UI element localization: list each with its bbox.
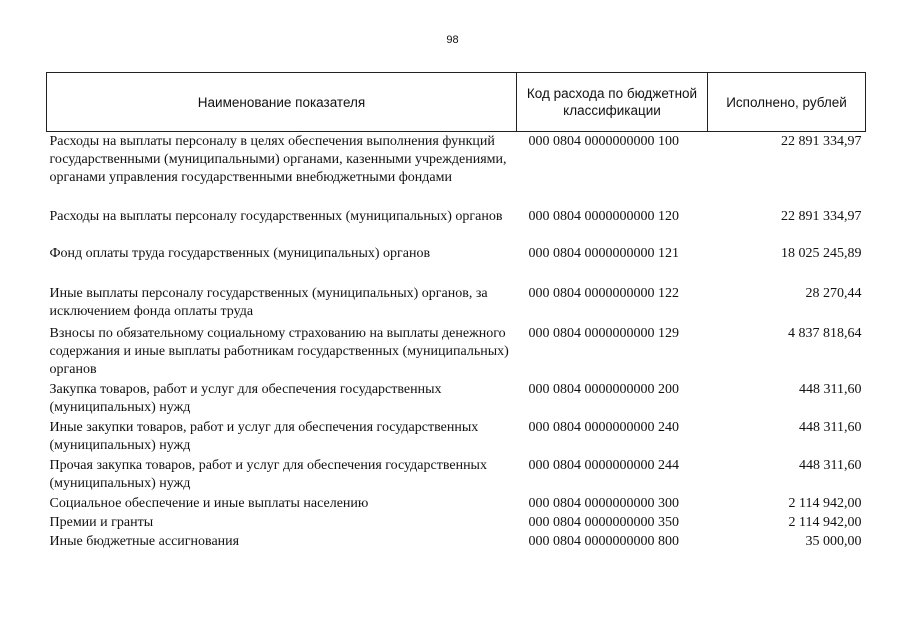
row-amount: 35 000,00 (805, 534, 862, 549)
table-row (47, 533, 866, 552)
row-amount: 4 837 818,64 (788, 326, 862, 341)
row-amount: 2 114 942,00 (788, 496, 862, 511)
page-number: 98 (446, 34, 459, 46)
header-name: Наименование показателя (47, 73, 517, 132)
row-code: 000 0804 0000000000 200 (528, 382, 679, 397)
table-row (47, 245, 866, 282)
expenditure-table (46, 72, 866, 552)
row-code: 000 0804 0000000000 129 (528, 326, 679, 341)
table-row (47, 495, 866, 514)
row-amount: 22 891 334,97 (781, 209, 862, 224)
row-amount: 448 311,60 (799, 458, 862, 473)
row-name: Иные бюджетные ассигнования (49, 534, 240, 549)
table-row (47, 381, 866, 419)
row-amount: 28 270,44 (805, 286, 862, 301)
row-name: Расходы на выплаты персоналу государственных (муниципальных) органов (49, 209, 503, 224)
row-amount: 448 311,60 (799, 382, 862, 397)
row-name: Фонд оплаты труда государственных (муниципальных) органов (49, 246, 431, 261)
table-header-row (47, 73, 866, 132)
row-code: 000 0804 0000000000 121 (528, 246, 679, 261)
table-row (47, 132, 866, 209)
row-code: 000 0804 0000000000 244 (528, 458, 679, 473)
row-code: 000 0804 0000000000 122 (528, 286, 679, 301)
row-name: Закупка товаров, работ и услуг для обеспечения государственных (муниципальных) нужд (49, 382, 442, 415)
row-amount: 448 311,60 (799, 420, 862, 435)
row-code: 000 0804 0000000000 240 (528, 420, 679, 435)
row-amount: 2 114 942,00 (788, 515, 862, 530)
row-code: 000 0804 0000000000 800 (528, 534, 679, 549)
row-code: 000 0804 0000000000 350 (528, 515, 679, 530)
row-name: Социальное обеспечение и иные выплаты населению (49, 496, 369, 511)
row-amount: 18 025 245,89 (781, 246, 862, 261)
row-code: 000 0804 0000000000 100 (528, 134, 679, 149)
table-row (47, 322, 866, 381)
table-row (47, 514, 866, 533)
table-row (47, 282, 866, 322)
header-amount: Исполнено, рублей (708, 73, 866, 132)
row-code: 000 0804 0000000000 300 (528, 496, 679, 511)
table-row (47, 419, 866, 457)
table-row (47, 457, 866, 495)
row-name: Иные выплаты персоналу государственных (муниципальных) органов, за исключением фонда оплаты труда (49, 286, 488, 319)
row-name: Взносы по обязательному социальному страхованию на выплаты денежного содержания и иные выплаты работникам государственных (муниципальных) органов (49, 326, 509, 377)
row-name: Иные закупки товаров, работ и услуг для обеспечения государственных (муниципальных) нужд (49, 420, 479, 453)
row-name: Премии и гранты (49, 515, 154, 530)
row-code: 000 0804 0000000000 120 (528, 209, 679, 224)
table-row (47, 208, 866, 245)
header-code: Код расхода по бюджетной классификации (517, 73, 708, 132)
row-name: Прочая закупка товаров, работ и услуг для обеспечения государственных (муниципальных) нужд (49, 458, 487, 491)
row-name: Расходы на выплаты персоналу в целях обеспечения выполнения функций государственными (муниципальными) органами, казенными учреждениями, органами управления государственными внебюджетными фондами (49, 134, 507, 185)
row-amount: 22 891 334,97 (781, 134, 862, 149)
